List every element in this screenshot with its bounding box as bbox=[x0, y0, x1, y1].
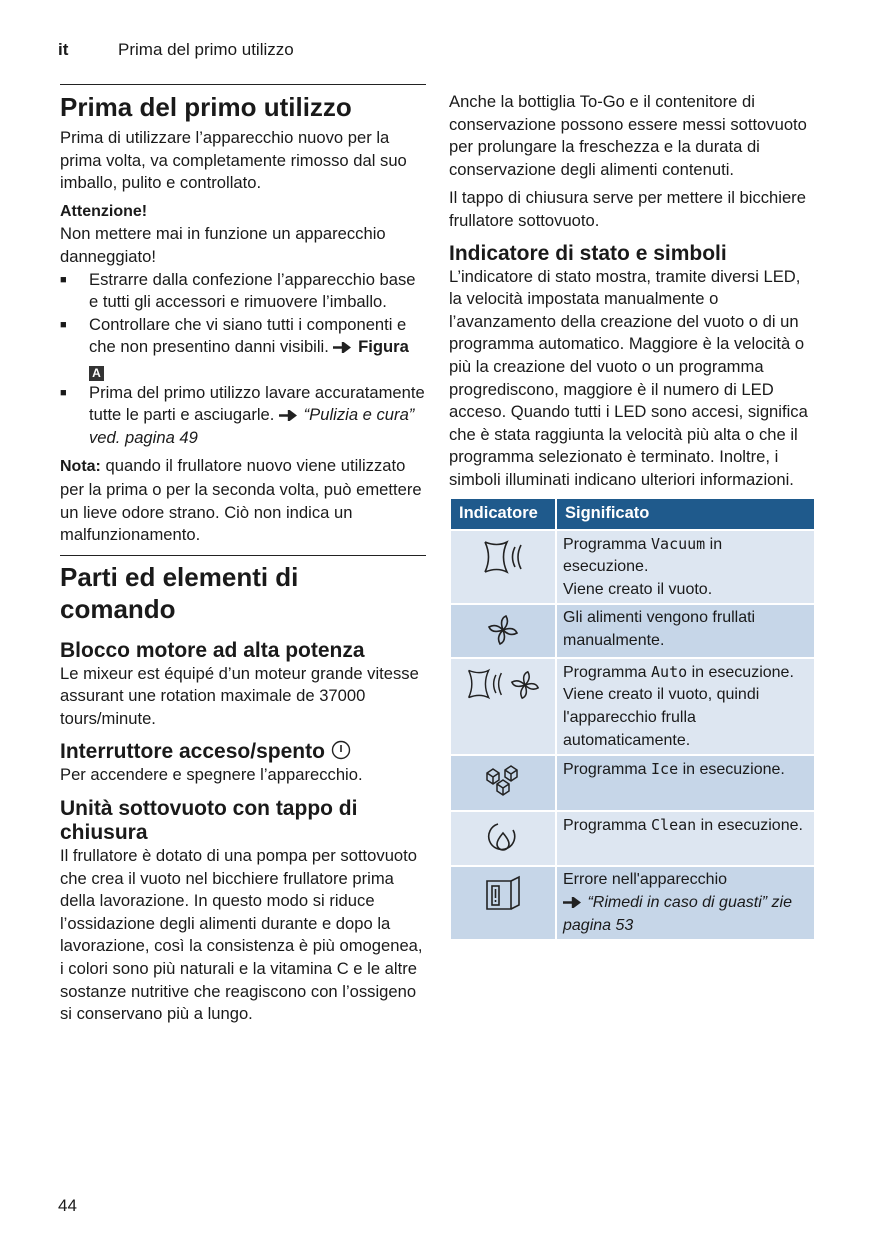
table-cell-meaning bbox=[556, 755, 815, 811]
note-text: quando il frullatore nuovo viene utilizzato per la prima o per la seconda volta, può emettere un lieve odore strano. Ciò non indica un malfunzionamento. bbox=[60, 456, 422, 545]
meaning-text: Errore nell'apparecchio bbox=[563, 871, 728, 889]
section-divider bbox=[60, 555, 426, 556]
meaning-text: Viene creato il vuoto, quindi l'apparecchio frulla automaticamente. bbox=[563, 686, 760, 749]
figure-label: A bbox=[89, 366, 104, 381]
table-cell-icon bbox=[450, 866, 556, 940]
table-cell-meaning bbox=[556, 866, 815, 940]
section-title-first-use: Prima del primo utilizzo bbox=[60, 92, 352, 122]
meaning-text: Programma bbox=[563, 535, 647, 553]
section-divider bbox=[60, 84, 426, 85]
warning-title: Attenzione! bbox=[60, 202, 148, 220]
arrow-right-icon bbox=[563, 897, 583, 908]
list-item bbox=[60, 382, 426, 450]
switch-text: Per accendere e spegnere l’apparecchio. bbox=[60, 765, 363, 785]
meaning-text: in esecuzione. bbox=[691, 663, 794, 681]
table-cell-meaning bbox=[556, 658, 815, 755]
meaning-text: Gli alimenti vengono frullati manualmente. bbox=[563, 609, 756, 649]
table-cell-icon bbox=[450, 530, 556, 605]
note-label: Nota: bbox=[60, 458, 101, 476]
subsection-title-motor: Blocco motore ad alta potenza bbox=[60, 638, 365, 662]
meaning-text: Programma bbox=[563, 816, 647, 834]
clean-drop-icon bbox=[486, 820, 520, 856]
meaning-text: in esecuzione. bbox=[700, 816, 803, 834]
switch-title-text: Interruttore acceso/spento bbox=[60, 740, 325, 764]
table-cell-meaning bbox=[556, 811, 815, 867]
program-name: Vacuum bbox=[651, 534, 706, 553]
blade-icon bbox=[486, 613, 520, 647]
right-column bbox=[449, 91, 815, 941]
note-paragraph bbox=[60, 455, 426, 546]
program-name: Auto bbox=[651, 662, 688, 681]
header-title: Prima del primo utilizzo bbox=[118, 40, 294, 59]
togo-paragraph: Anche la bottiglia To-Go e il contenitore di conservazione possono essere messi sottovuoto per prolungare la freschezza e la durata di conservazione degli alimenti contenuti. bbox=[449, 92, 807, 179]
table-cell-meaning bbox=[556, 604, 815, 658]
blade-icon bbox=[509, 669, 541, 701]
table-cell-meaning bbox=[556, 530, 815, 605]
troubleshooting-reference[interactable]: “Rimedi in caso di guasti” zie pagina 53 bbox=[563, 894, 792, 934]
power-icon bbox=[331, 740, 351, 760]
meaning-text: Programma bbox=[563, 761, 647, 779]
warning-text: Non mettere mai in funzione un apparecchio danneggiato! bbox=[60, 224, 386, 266]
left-column bbox=[60, 84, 426, 1026]
program-name: Ice bbox=[651, 760, 679, 779]
vacuum-text: Il frullatore è dotato di una pompa per sottovuoto che crea il vuoto nel bicchiere frullatore prima della lavorazione. In questo modo si riduce l’ossidazione degli alimenti durante e dopo la lavorazione, così la consistenza è più omogenea, i colori sono più naturali e la vitamina C e le altre sostanze nutritive che reagiscono con l’ossigeno si conservano più a lungo. bbox=[60, 846, 423, 1024]
section-title-parts: Parti ed elementi di comando bbox=[60, 561, 299, 624]
program-name: Clean bbox=[651, 815, 697, 834]
list-item-text: Prima del primo utilizzo lavare accuratamente tutte le parti e asciugarle. bbox=[89, 382, 425, 425]
error-device-icon bbox=[483, 875, 523, 913]
table-cell-icon bbox=[450, 811, 556, 867]
motor-text: Le mixeur est équipé d’un moteur grande vitesse assurant une rotation maximale de 37000 tours/minute. bbox=[60, 663, 419, 728]
table-row bbox=[450, 658, 815, 755]
ice-cubes-icon bbox=[483, 764, 523, 800]
table-header-meaning: Significato bbox=[556, 498, 815, 530]
table-row bbox=[450, 866, 815, 940]
cap-paragraph: Il tappo di chiusura serve per mettere il bicchiere frullatore sottovuoto. bbox=[449, 188, 806, 230]
arrow-right-icon bbox=[333, 342, 353, 353]
subsection-title-indicator: Indicatore di stato e simboli bbox=[449, 241, 727, 265]
table-row bbox=[450, 530, 815, 605]
table-row bbox=[450, 604, 815, 658]
table-header-indicator: Indicatore bbox=[450, 498, 556, 530]
vacuum-icon bbox=[481, 539, 525, 575]
cleaning-reference[interactable]: “Pulizia e cura” ved. pagina 49 bbox=[89, 405, 415, 447]
subsection-title-vacuum: Unità sottovuoto con tappo di chiusura bbox=[60, 797, 358, 845]
meaning-text: in esecuzione. bbox=[682, 761, 785, 779]
table-cell-icon bbox=[450, 604, 556, 658]
table-cell-icon bbox=[450, 658, 556, 755]
table-row bbox=[450, 755, 815, 811]
meaning-text: Programma bbox=[563, 663, 647, 681]
list-item bbox=[60, 269, 426, 314]
list-item bbox=[60, 314, 426, 382]
vacuum-icon bbox=[465, 667, 505, 701]
indicator-paragraph: L’indicatore di stato mostra, tramite diversi LED, la velocità impostata manualmente o l’avanzamento della creazione del vuoto o di un programma automatico. Maggiore è la velocità o più la creazione del vuoto o un programma progrediscono, maggiore è il numero di LED acceso. Quando tutti i LED sono accesi, significa che è stata raggiunta la velocità più alta o che il programma selezionato è terminato. Inoltre, i simboli illuminati indicano ulteriori informazioni. bbox=[449, 266, 808, 489]
list-item-text: Controllare che vi siano tutti i componenti e che non presentino danni visibili. bbox=[89, 314, 407, 357]
subsection-title-switch bbox=[60, 740, 426, 764]
instructions-list bbox=[60, 269, 426, 450]
list-item-text: Estrarre dalla confezione l’apparecchio base e tutti gli accessori e rimuovere l’imballo. bbox=[89, 269, 416, 312]
symbols-table bbox=[449, 497, 816, 942]
page-number: 44 bbox=[58, 1196, 77, 1215]
table-row bbox=[450, 811, 815, 867]
intro-paragraph: Prima di utilizzare l’apparecchio nuovo per la prima volta, va completamente rimosso dal suo imballo, pulito e controllato. bbox=[60, 128, 407, 193]
figure-reference[interactable]: Figura bbox=[358, 337, 409, 357]
arrow-right-icon bbox=[279, 410, 299, 421]
header-language: it bbox=[58, 40, 69, 59]
meaning-text: in esecuzione. bbox=[563, 535, 723, 576]
meaning-text: Viene creato il vuoto. bbox=[563, 580, 713, 598]
table-cell-icon bbox=[450, 755, 556, 811]
table-header-row bbox=[450, 498, 815, 530]
